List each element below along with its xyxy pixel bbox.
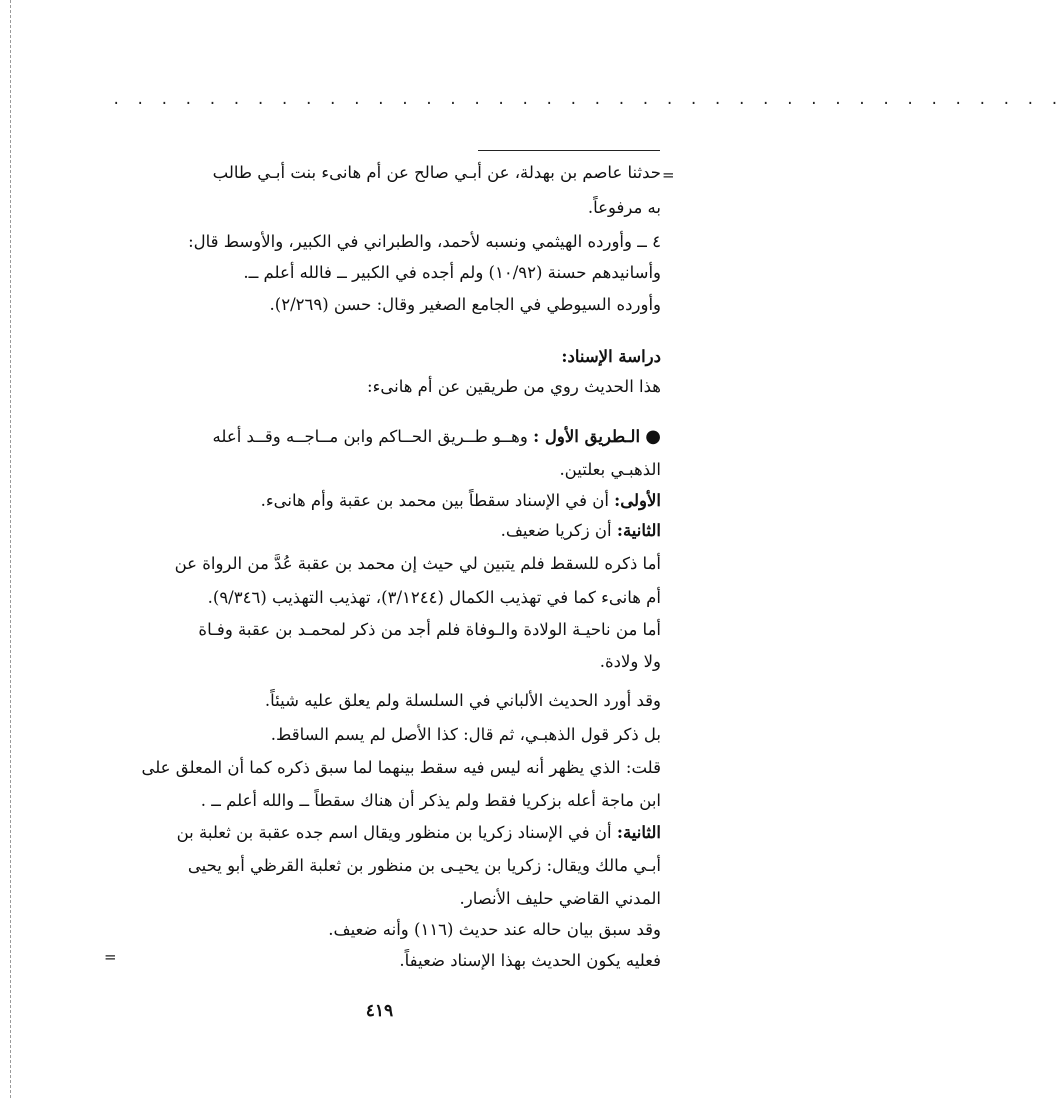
footnote-rule: [478, 150, 660, 151]
paragraph-line: أبـي مالك ويقال: زكريا بن يحيـى بن منظور بن ثعلبة القرظي أبو يحيى: [187, 856, 661, 875]
first-path-line: [101, 420, 661, 453]
paragraph-line: أما من ناحيـة الولادة والـوفاة فلم أجد من ذكر لمحمـد بن عقبة وفـاة: [198, 620, 661, 639]
paragraph-line: وقد أورد الحديث الألباني في السلسلة ولم يعلق عليه شيئاً.: [264, 691, 661, 710]
bullet-icon: ●: [645, 426, 661, 447]
reason-third-label: الثانية:: [616, 823, 661, 842]
reason-second-label: الثانية:: [616, 521, 661, 540]
paragraph-line: أم هانىء كما في تهذيب الكمال (٣/١٢٤٤)، تهذيب التهذيب (٩/٣٤٦).: [207, 588, 661, 607]
reason-first: [101, 484, 661, 517]
scan-edge-line: [10, 0, 11, 1098]
paragraph-line: وقد سبق بيان حاله عند حديث (١١٦) وأنه ضعيف.: [328, 920, 661, 939]
reason-first-label: الأولى:: [614, 491, 661, 510]
paragraph-line: بل ذكر قول الذهبـي، ثم قال: كذا الأصل لم يسم الساقط.: [270, 725, 661, 744]
reason-second-text: أن زكريا ضعيف.: [500, 521, 612, 540]
paragraph-line: ولا ولادة.: [599, 652, 661, 671]
reason-first-text: أن في الإسناد سقطاً بين محمد بن عقبة وأم هانىء.: [260, 491, 609, 510]
paragraph-line: ابن ماجة أعله بزكريا فقط ولم يذكر أن هناك سقطاً ــ والله أعلم ــ .: [200, 791, 661, 810]
reason-second: [101, 514, 661, 547]
footnote-line: وأورده السيوطي في الجامع الصغير وقال: حسن (٢/٢٦٩).: [269, 295, 661, 314]
reason-third-text: أن في الإسناد زكريا بن منظور ويقال اسم جده عقبة بن ثعلبة بن: [176, 823, 612, 842]
paragraph-line: أما ذكره للسقط فلم يتبين لي حيث إن محمد بن عقبة عُدَّ من الرواة عن: [174, 554, 661, 573]
margin-mark-top: =: [662, 166, 675, 184]
page-number: ٤١٩: [365, 1001, 394, 1021]
first-path-label: الـطريق الأول :: [533, 427, 641, 446]
paragraph-line: فعليه يكون الحديث بهذا الإسناد ضعيفاً.: [399, 951, 661, 970]
paragraph-line: الذهبـي بعلتين.: [559, 460, 661, 479]
dotted-separator: . . . . . . . . . . . . . . . . . . . . . . . . . . . . . . . . . . . . . . . .: [112, 92, 1062, 108]
footnote-line: حدثنا عاصم بن بهدلة، عن أبـي صالح عن أم هانىء بنت أبـي طالب: [212, 163, 661, 182]
paragraph-line: هذا الحديث روي من طريقين عن أم هانىء:: [367, 377, 661, 396]
footnote-line: وأسانيدهم حسنة (١٠/٩٢) ولم أجده في الكبير ــ فالله أعلم ــ.: [243, 263, 661, 282]
section-heading: دراسة الإسناد:: [561, 347, 661, 366]
footnote-line: به مرفوعاً.: [587, 198, 661, 217]
paragraph-line: المدني القاضي حليف الأنصار.: [459, 889, 661, 908]
reason-third: [101, 816, 661, 849]
margin-mark-bottom: =: [104, 948, 117, 966]
footnote-line: ٤ ــ وأورده الهيثمي ونسبه لأحمد، والطبراني في الكبير، والأوسط قال:: [188, 232, 661, 251]
first-path-text: وهــو طــريق الحــاكم وابن مــاجــه وقــد أعله: [212, 427, 528, 446]
paragraph-line: قلت: الذي يظهر أنه ليس فيه سقط بينهما لما سبق ذكره كما أن المعلق على: [141, 758, 661, 777]
